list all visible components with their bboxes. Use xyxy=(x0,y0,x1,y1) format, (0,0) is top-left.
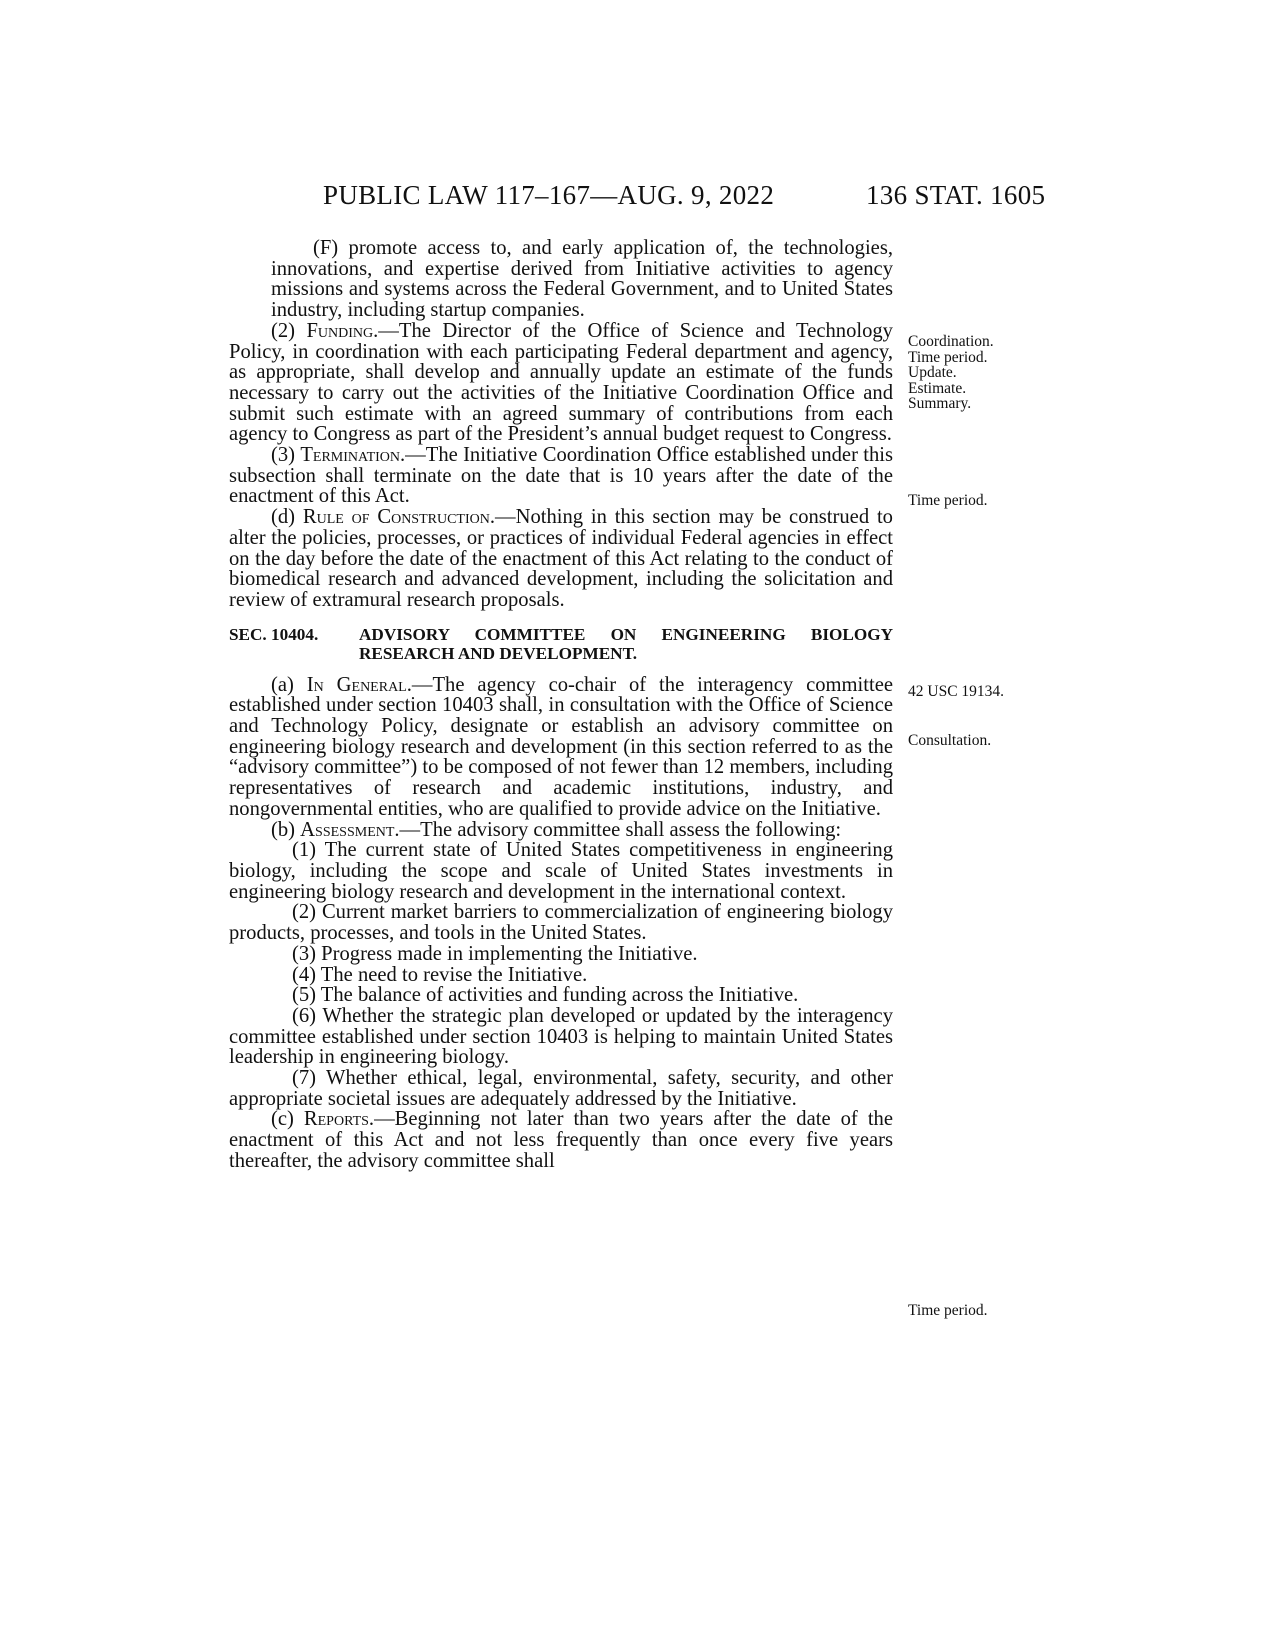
margin-note-section-cite: 42 USC 19134. xyxy=(908,683,1005,700)
margin-note-line: Estimate. xyxy=(908,379,967,397)
d-text: .—Nothing in this section may be construed to alter the policies, processes, or practices of individual Federal agencies in effect on the day before the date of the enactment of this Act relating to the conduct of biomedical research and advanced development, including the solicitation and review of extramural research proposals. xyxy=(229,506,893,611)
page-body xyxy=(229,238,893,1172)
paragraph-a-in-general xyxy=(229,675,893,820)
margin-note-line: Update. xyxy=(908,364,957,381)
statute-page-number: 136 STAT. 1605 xyxy=(866,180,1046,210)
paragraph-b3: (3) Progress made in implementing the Initiative. xyxy=(292,942,698,965)
section-title-line-1: ADVISORY COMMITTEE ON ENGINEERING BIOLOGY xyxy=(359,624,893,644)
paragraph-b4: (4) The need to revise the Initiative. xyxy=(292,963,588,986)
c2-heading: Funding xyxy=(306,319,374,342)
paragraph-b5: (5) The balance of activities and funding across the Initiative. xyxy=(292,984,799,1007)
paragraph-c3-termination xyxy=(229,445,893,507)
a-text: .—The agency co-chair of the interagency committee established under section 10403 shall, in consultation with the Office of Science and Technology Policy, designate or establish an advisory committee on engineering biology research and development (in this section referred to as the “advisory committee”) to be composed of not fewer than 12 members, including representatives of research and academic institutions, industry, and nongovernmental entities, who are qualified to provide advice on the Initiative. xyxy=(229,673,893,820)
section-title-line-2: RESEARCH AND DEVELOPMENT. xyxy=(359,643,638,663)
margin-note-line: Summary. xyxy=(908,395,972,412)
c3-text: .—The Initiative Coordination Office established under this subsection shall terminate on the date that is 10 years after the date of the enactment of this Act. xyxy=(229,444,893,508)
margin-note-line: Time period. xyxy=(908,348,988,366)
paragraph-b1: (1) The current state of United States competitiveness in engineering biology, including the scope and scale of United States investments in engineering biology research and development in the international context. xyxy=(229,839,893,903)
margin-note-funding xyxy=(908,334,1028,412)
section-title xyxy=(229,625,893,663)
paragraph-b2: (2) Current market barriers to commercialization of engineering biology products, processes, and tools in the United States. xyxy=(229,901,893,945)
d-heading: Rule of Construction xyxy=(302,506,490,529)
paragraph-c-reports xyxy=(229,1109,893,1171)
c2-text: .—The Director of the Office of Science and Technology Policy, in coordination with each participating Federal department and agency, as appropriate, shall develop and annually update an estimate of the funds necessary to carry out the activities of the Initiative Coordination Office and submit such estimate with an agreed summary of contributions from each agency to Congress as part of the President’s annual budget request to Congress. xyxy=(229,319,893,446)
c3-lead: (3) xyxy=(271,444,301,467)
page-header xyxy=(0,180,1275,220)
margin-note-consultation: Consultation. xyxy=(908,732,992,749)
paragraph-c2-funding xyxy=(229,321,893,445)
margin-note-line: Coordination. xyxy=(908,333,994,350)
paragraph-b-assessment xyxy=(229,820,893,841)
margin-note-reports: Time period. xyxy=(908,1302,988,1319)
a-lead: (a) xyxy=(271,673,307,696)
section-number: SEC. 10404. xyxy=(229,624,319,644)
paragraph-b7: (7) Whether ethical, legal, environmental, safety, security, and other appropriate societal issues are adequately addressed by the Initiative. xyxy=(229,1067,893,1110)
a-heading: In General xyxy=(306,673,407,696)
c-text: .—Beginning not later than two years after the date of the enactment of this Act and not less frequently than once every five years thereafter, the advisory committee shall xyxy=(229,1108,893,1172)
c2-lead: (2) xyxy=(271,319,307,342)
running-title: PUBLIC LAW 117–167—AUG. 9, 2022 xyxy=(323,180,775,210)
paragraph-b6: (6) Whether the strategic plan developed or updated by the interagency committee established under section 10403 is helping to maintain United States leadership in engineering biology. xyxy=(229,1004,893,1069)
d-lead: (d) xyxy=(271,506,303,529)
paragraph-d-rule-of-construction xyxy=(229,507,893,611)
b-heading: Assessment xyxy=(300,818,395,841)
paragraph-f: (F) promote access to, and early application of, the technologies, innovations, and expertise derived from Initiative activities to agency missions and systems across the Federal Government, and to United States industry, including startup companies. xyxy=(271,237,893,322)
c-lead: (c) xyxy=(271,1108,304,1131)
b-text: .—The advisory committee shall assess the following: xyxy=(394,818,842,841)
section-heading xyxy=(229,625,893,663)
b-lead: (b) xyxy=(271,818,301,841)
margin-note-termination: Time period. xyxy=(908,492,988,509)
c-heading: Reports xyxy=(303,1108,369,1131)
c3-heading: Termination xyxy=(300,444,401,467)
